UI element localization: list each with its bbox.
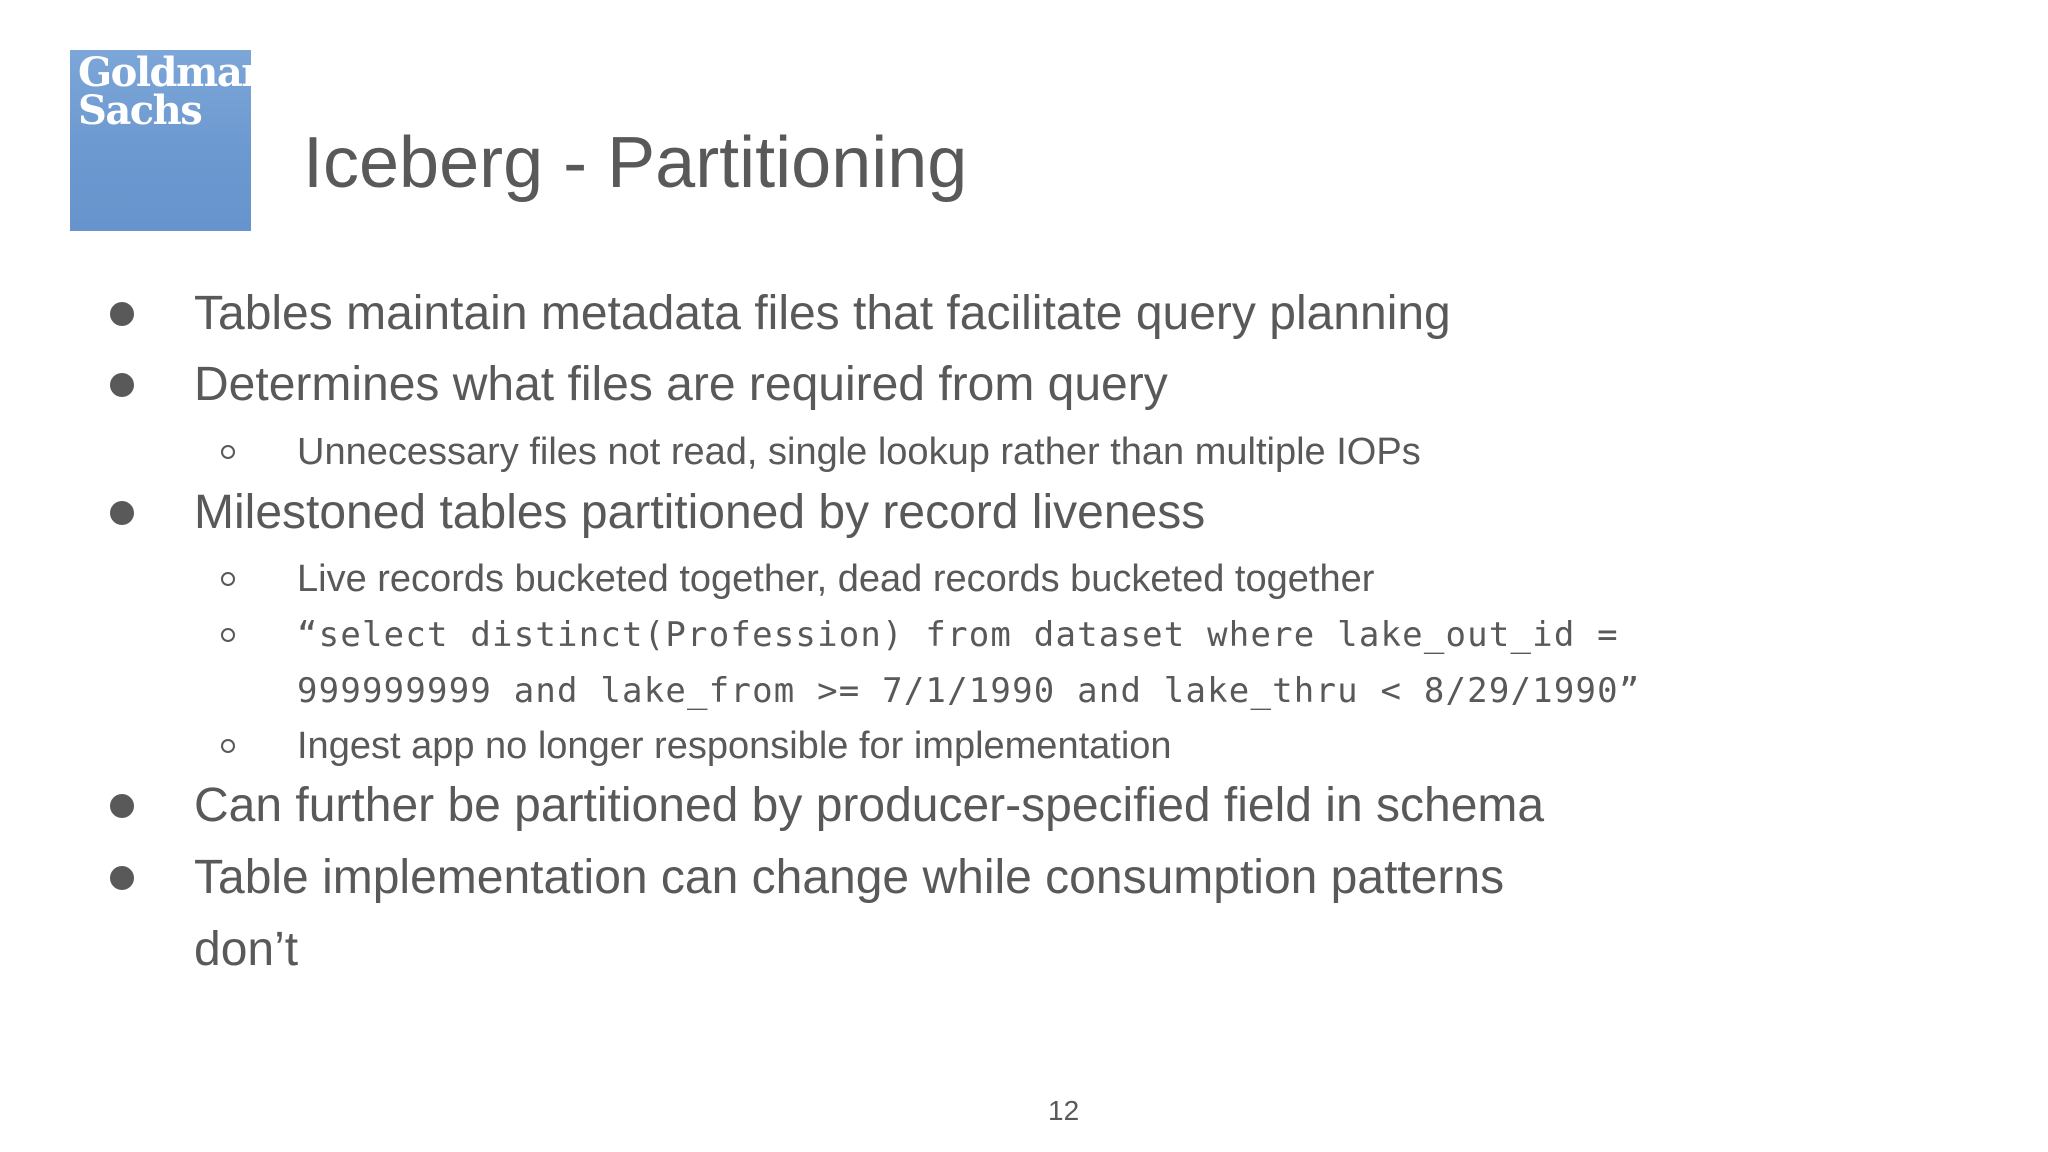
bullet-item	[194, 278, 1451, 350]
logo-line-1: Goldman	[78, 49, 269, 96]
code-line-1: “select distinct(Profession) from dataset where lake_out_id =	[297, 615, 1619, 655]
page-number: 12	[1048, 1095, 1080, 1126]
filled-bullet-icon	[110, 794, 134, 818]
bullet-text: Determines what files are required from query	[194, 358, 1168, 411]
sub-bullet-text: Unnecessary files not read, single lookup rather than multiple IOPs	[297, 431, 1421, 473]
bullet-text: Tables maintain metadata files that facilitate query planning	[194, 287, 1451, 340]
hollow-bullet-icon	[221, 572, 235, 586]
hollow-bullet-icon	[221, 628, 235, 642]
code-line-2: 999999999 and lake_from >= 7/1/1990 and lake_thru < 8/29/1990”	[297, 671, 1641, 711]
filled-bullet-icon	[110, 501, 134, 525]
bullet-text-line-2: don’t	[194, 923, 299, 976]
sub-bullet-text: Ingest app no longer responsible for implementation	[297, 725, 1172, 767]
sub-bullet-item	[297, 424, 1421, 480]
sub-bullet-item	[297, 718, 1172, 774]
bullet-text: Can further be partitioned by producer-specified field in schema	[194, 779, 1545, 832]
bullet-text: Milestoned tables partitioned by record liveness	[194, 486, 1206, 539]
filled-bullet-icon	[110, 373, 134, 397]
slide-title: Iceberg - Partitioning	[303, 123, 968, 203]
bullet-item	[194, 770, 1544, 842]
sub-bullet-text: Live records bucketed together, dead records bucketed together	[297, 558, 1375, 600]
sub-bullet-item-code	[297, 607, 1641, 719]
bullet-item	[194, 842, 1504, 986]
logo-line-2: Sachs	[78, 87, 202, 134]
filled-bullet-icon	[110, 302, 134, 326]
sub-bullet-item	[297, 551, 1374, 607]
filled-bullet-icon	[110, 866, 134, 890]
bullet-item	[194, 349, 1168, 421]
bullet-item	[194, 477, 1205, 549]
bullet-text-line-1: Table implementation can change while consumption patterns	[194, 851, 1505, 904]
hollow-bullet-icon	[221, 445, 235, 459]
hollow-bullet-icon	[221, 739, 235, 753]
